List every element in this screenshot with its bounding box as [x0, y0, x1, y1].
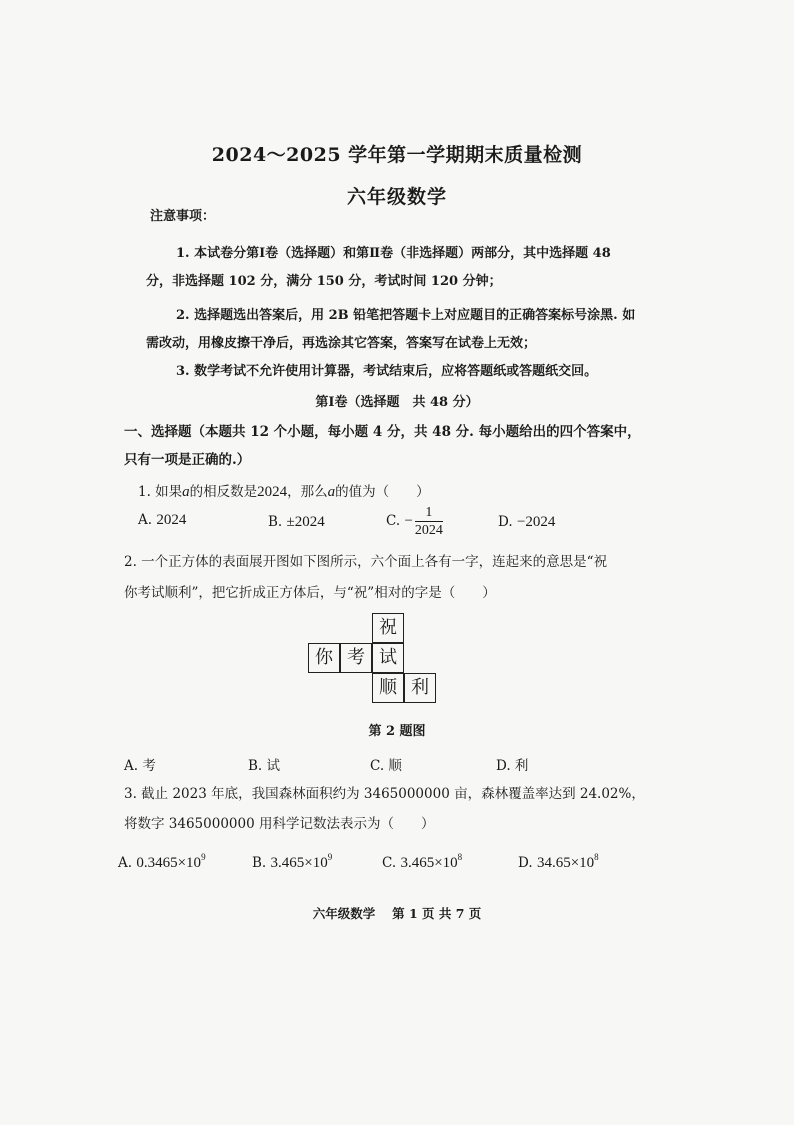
exam-title: 2024～2025 学年第一学期期末质量检测 [211, 144, 583, 166]
question-2-line: 你考试顺利”，把它折成正方体后，与“祝”相对的字是（ ） [124, 585, 496, 601]
notice-heading: 注意事项： [150, 209, 216, 224]
q1-option-b: B. ±2024 [268, 514, 325, 530]
q2-option-b: B. 试 [248, 758, 281, 774]
page-footer: 六年级数学 第 1 页 共 7 页 [312, 906, 482, 921]
notice-line: 1. 本试卷分第Ⅰ卷（选择题）和第Ⅱ卷（非选择题）两部分，其中选择题 48 [176, 246, 611, 261]
q2-option-c: C. 顺 [370, 758, 402, 774]
section-heading: 一、选择题（本题共 12 个小题，每小题 4 分，共 48 分. 每小题给出的四个答案中， [124, 424, 641, 440]
exam-subject: 六年级数学 [346, 186, 447, 208]
question-3-line: 3. 截止 2023 年底，我国森林面积约为 3465000000 亩，森林覆盖率达到 24.02%， [124, 786, 645, 802]
net-cell-kao: 考 [340, 643, 372, 673]
notice-line: 3. 数学考试不允许使用计算器，考试结束后，应将答题纸或答题纸交回。 [176, 364, 598, 379]
net-cell-shun: 顺 [372, 673, 404, 703]
q2-option-a: A. 考 [124, 758, 156, 774]
q3-option-b: B. $3.465\times 10^9$ [252, 852, 333, 871]
q3-option-c: C. $3.465\times 10^8$ [382, 852, 463, 871]
q1-option-c: C. − $\frac{1}{2024}$ [386, 505, 443, 538]
section-heading: 只有一项是正确的.） [124, 452, 251, 468]
figure-caption: 第 2 题图 [368, 724, 426, 739]
net-cell-shi: 试 [372, 643, 404, 673]
net-cell-li: 利 [404, 673, 436, 703]
notice-line: 2. 选择题选出答案后，用 2B 铅笔把答题卡上对应题目的正确答案标号涂黑. 如 [176, 308, 636, 323]
q1-option-d: D. −2024 [498, 514, 556, 530]
question-2-line: 2. 一个正方体的表面展开图如下图所示，六个面上各有一字，连起来的意思是“祝 [124, 554, 608, 570]
notice-line: 需改动，用橡皮擦干净后，再选涂其它答案，答案写在试卷上无效； [146, 336, 537, 351]
section-title: 第Ⅰ卷（选择题 共 48 分） [315, 395, 479, 410]
q2-option-d: D. 利 [496, 758, 529, 774]
question-1: 1. 如果a的相反数是2024，那么a的值为（ ） [138, 484, 430, 500]
question-3-line: 将数字 3465000000 用科学记数法表示为（ ） [124, 816, 435, 832]
q3-option-a: A. $0.3465\times 10^9$ [118, 852, 206, 871]
notice-line: 分，非选择题 102 分，满分 150 分，考试时间 120 分钟； [146, 274, 502, 289]
net-cell-zhu: 祝 [372, 613, 404, 643]
net-cell-ni: 你 [308, 643, 340, 673]
variable-a: a [327, 484, 336, 500]
q3-option-d: D. $34.65\times 10^8$ [518, 852, 599, 871]
q1-option-a: A. 2024 [138, 512, 187, 528]
variable-a: a [182, 484, 190, 500]
fraction: $\frac{1}{2024}$ [414, 505, 443, 538]
